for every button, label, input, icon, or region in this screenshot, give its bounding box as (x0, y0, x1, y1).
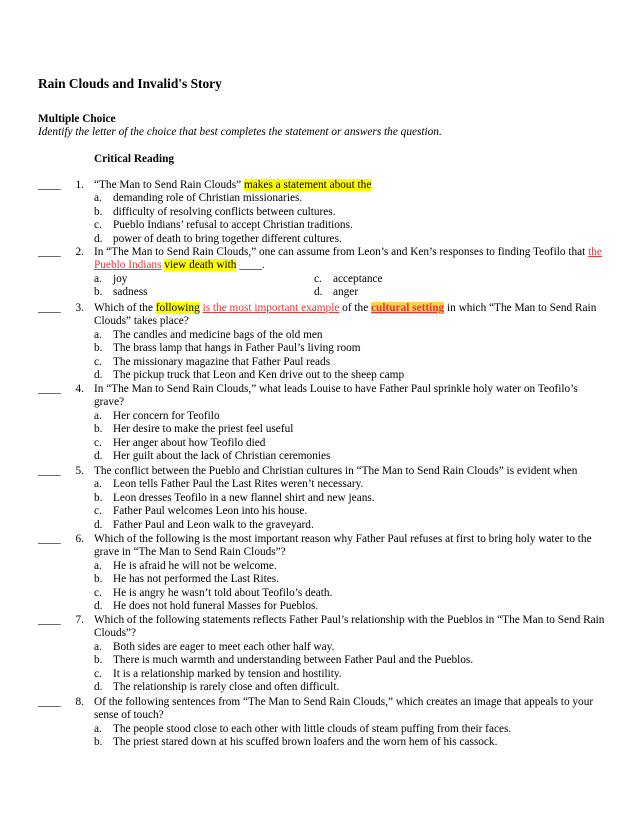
highlighted-phrase: view death with (164, 259, 237, 272)
choice-list (94, 478, 606, 532)
choice-a[interactable] (94, 329, 606, 342)
choice-text: He does not hold funeral Masses for Pueblos. (113, 599, 319, 612)
answer-blank[interactable]: ____ (38, 246, 61, 258)
subsection-title: Critical Reading (94, 153, 175, 165)
question-number: 4. (75, 383, 84, 395)
choice-text: The brass lamp that hangs in Father Paul’s living room (113, 342, 361, 355)
choice-text: demanding role of Christian missionaries. (113, 192, 303, 205)
choice-letter: b. (94, 286, 103, 299)
choice-c[interactable] (94, 505, 606, 518)
choice-text: The missionary magazine that Father Paul reads (113, 355, 331, 368)
question-number: 5. (75, 465, 84, 477)
choice-letter: a. (94, 409, 102, 422)
choice-b[interactable] (94, 423, 606, 436)
choice-grid (94, 273, 606, 300)
choice-letter: d. (94, 232, 103, 245)
choice-c[interactable] (94, 219, 606, 232)
choice-letter: b. (94, 491, 103, 504)
choice-text: The candles and medicine bags of the old men (113, 328, 323, 341)
highlighted-phrase: makes a statement about the (243, 179, 372, 191)
choice-text: It is a relationship marked by tension and hostility. (113, 667, 342, 680)
choice-text: acceptance (333, 272, 383, 285)
choice-text: He has not performed the Last Rites. (113, 573, 279, 586)
choice-c[interactable] (94, 356, 606, 369)
stem-text: “The Man to Send Rain Clouds” (94, 179, 244, 191)
choice-letter: b. (94, 205, 103, 218)
choice-d[interactable] (94, 519, 606, 532)
choice-text: Leon tells Father Paul the Last Rites weren’t necessary. (113, 478, 364, 491)
answer-blank[interactable]: ____ (38, 614, 61, 626)
highlighted-phrase: the Pueblo Indians (94, 246, 602, 272)
highlighted-phrase: is the most important example (202, 302, 340, 314)
choice-text: Both sides are eager to meet each other half way. (113, 640, 335, 653)
choice-letter: d. (94, 518, 103, 531)
section-title: Multiple Choice (38, 113, 116, 125)
choice-text: The relationship is rarely close and often difficult. (113, 680, 340, 693)
answer-blank[interactable]: ____ (38, 383, 61, 395)
choice-c[interactable] (94, 587, 606, 600)
choice-letter: c. (94, 586, 102, 599)
choice-d[interactable] (94, 681, 606, 694)
choice-a[interactable] (94, 410, 606, 423)
choice-b[interactable] (94, 206, 606, 219)
choice-a[interactable] (94, 478, 606, 491)
question-2 (0, 246, 638, 299)
choice-letter: b. (94, 573, 103, 586)
answer-blank[interactable]: ____ (38, 465, 61, 477)
choice-letter: d. (314, 286, 323, 299)
choice-letter: d. (94, 368, 103, 381)
question-number: 8. (75, 696, 84, 708)
choice-text: Father Paul welcomes Leon into his house. (113, 505, 308, 518)
choice-text: The people stood close to each other with little clouds of steam puffing from their faces. (113, 722, 512, 735)
choice-a[interactable] (94, 560, 606, 573)
question-stem (94, 302, 606, 329)
choice-letter: b. (94, 736, 103, 749)
choice-text: Pueblo Indians’ refusal to accept Christian traditions. (113, 219, 353, 232)
choice-letter: a. (94, 272, 102, 285)
answer-blank[interactable]: ____ (38, 696, 61, 708)
choice-text: Her anger about how Teofilo died (113, 436, 266, 449)
choice-letter: a. (94, 478, 102, 491)
choice-letter: c. (94, 355, 102, 368)
stem-text: in which “The Man to Send Rain Clouds” takes place? (94, 302, 597, 328)
highlighted-phrase: following (155, 302, 200, 314)
choice-d[interactable] (94, 600, 606, 613)
choice-row (94, 286, 606, 299)
choice-c[interactable] (94, 668, 606, 681)
choice-d[interactable] (94, 450, 606, 463)
question-number: 2. (75, 246, 84, 258)
choice-letter: a. (94, 559, 102, 572)
choice-letter: b. (94, 423, 103, 436)
highlighted-phrase: cultural setting (371, 302, 445, 314)
choice-b[interactable] (94, 573, 606, 586)
choice-letter: c. (94, 219, 102, 232)
question-stem (94, 179, 606, 192)
question-stem: Which of the following is the most important reason why Father Paul refuses at first to bring holy water to the grave in “The Man to Send Rain Clouds”? (94, 533, 592, 559)
choice-text: He is angry he wasn’t told about Teofilo’s death. (113, 586, 333, 599)
choice-letter: d. (94, 680, 103, 693)
instructions-text: Identify the letter of the choice that best completes the statement or answers the question. (38, 126, 442, 138)
stem-text: of the (339, 302, 372, 314)
choice-d[interactable] (94, 233, 606, 246)
choice-text: The pickup truck that Leon and Ken drive out to the sheep camp (113, 368, 405, 381)
choice-list (94, 329, 606, 383)
choice-letter: d. (94, 599, 103, 612)
choice-a[interactable] (94, 641, 606, 654)
choice-text: There is much warmth and understanding between Father Paul and the Pueblos. (113, 654, 474, 667)
choice-c[interactable] (94, 437, 606, 450)
choice-text: anger (333, 286, 359, 299)
choice-letter: c. (94, 667, 102, 680)
choice-row (94, 273, 606, 286)
choice-letter: b. (94, 654, 103, 667)
choice-letter: c. (314, 272, 322, 285)
choice-text: joy (113, 272, 128, 285)
choice-text: Father Paul and Leon walk to the graveyard. (113, 518, 314, 531)
choice-text: sadness (113, 286, 148, 299)
choice-list (94, 723, 606, 750)
question-number: 3. (75, 302, 84, 314)
choice-list (94, 560, 606, 614)
choice-a[interactable] (94, 192, 606, 205)
choice-text: power of death to bring together different cultures. (113, 232, 342, 245)
choice-b[interactable] (94, 654, 606, 667)
question-stem: The conflict between the Pueblo and Christian cultures in “The Man to Send Rain Clouds” is evident when (94, 465, 578, 477)
question-number: 6. (75, 533, 84, 545)
question-stem: In “The Man to Send Rain Clouds,” what leads Louise to have Father Paul sprinkle holy water on Teofilo’s grave? (94, 383, 578, 409)
stem-text: In “The Man to Send Rain Clouds,” one can assume from Leon’s and Ken’s responses to finding Teofilo that (94, 246, 589, 258)
answer-blank[interactable]: ____ (38, 179, 61, 191)
document-title: Rain Clouds and Invalid's Story (38, 76, 222, 91)
answer-blank[interactable]: ____ (38, 302, 61, 314)
question-number: 7. (75, 614, 84, 626)
choice-letter: c. (94, 436, 102, 449)
choice-text: He is afraid he will not be welcome. (113, 559, 277, 572)
choice-list (94, 192, 606, 246)
stem-text: Which of the (94, 302, 156, 314)
choice-b[interactable] (94, 342, 606, 355)
choice-text: The priest stared down at his scuffed brown loafers and the worn hem of his cassock. (113, 736, 498, 749)
choice-text: Leon dresses Teofilo in a new flannel shirt and new jeans. (113, 491, 375, 504)
choice-letter: a. (94, 640, 102, 653)
question-stem (94, 246, 606, 273)
choice-a[interactable] (94, 723, 606, 736)
choice-letter: a. (94, 722, 102, 735)
choice-letter: b. (94, 342, 103, 355)
choice-text: Her desire to make the priest feel useful (113, 423, 294, 436)
question-stem: Which of the following statements reflects Father Paul’s relationship with the Pueblos in “The Man to Send Rain Clouds”? (94, 614, 605, 640)
choice-text: Her concern for Teofilo (113, 409, 220, 422)
choice-list (94, 641, 606, 695)
choice-letter: a. (94, 192, 102, 205)
answer-blank[interactable]: ____ (38, 533, 61, 545)
stem-text: ____. (236, 259, 265, 272)
choice-letter: a. (94, 328, 102, 341)
choice-text: difficulty of resolving conflicts between cultures. (113, 205, 336, 218)
choice-b[interactable] (94, 492, 606, 505)
choice-d[interactable] (94, 369, 606, 382)
choice-letter: c. (94, 505, 102, 518)
question-number: 1. (75, 179, 84, 191)
choice-b[interactable] (94, 736, 606, 749)
choice-text: Her guilt about the lack of Christian ceremonies (113, 449, 331, 462)
choice-list (94, 410, 606, 464)
question-stem: Of the following sentences from “The Man to Send Rain Clouds,” which creates an image that appeals to your sense of touch? (94, 696, 594, 722)
choice-letter: d. (94, 449, 103, 462)
